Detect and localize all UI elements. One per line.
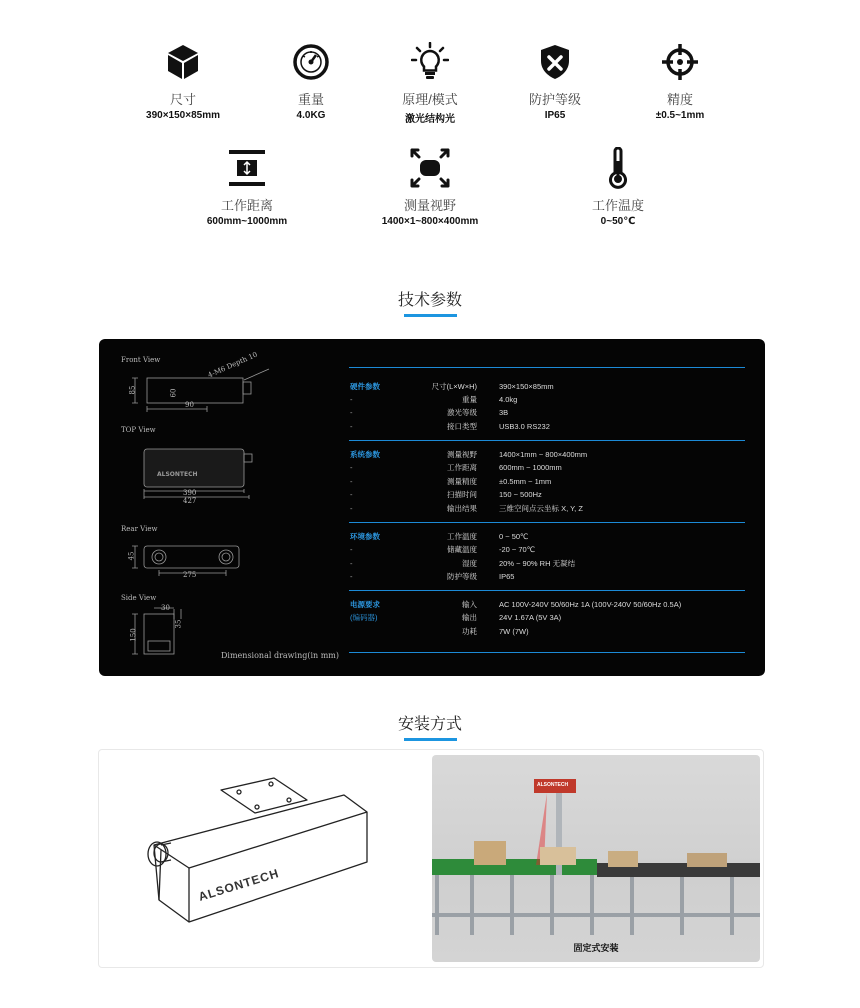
group-name: 环境参数 [350, 532, 380, 541]
row-key: 工作距离 [447, 463, 477, 472]
table-row [349, 543, 745, 556]
row-key: 输出 [462, 613, 477, 622]
distance-icon [172, 146, 322, 190]
group-name: 硬件参数 [350, 382, 380, 391]
row-key: 工作温度 [447, 532, 477, 541]
tech-spec-panel [99, 339, 765, 676]
row-value: 0 ~ 50℃ [499, 532, 529, 541]
row-dash: - [350, 559, 353, 568]
photo-caption: 固定式安装 [573, 943, 619, 953]
dim-front-90: 90 [185, 401, 194, 409]
device-sketch [99, 750, 429, 967]
row-dash: - [350, 422, 353, 431]
dim-depth-note: 4-M6 Depth 10 [206, 350, 259, 380]
row-value: 20% ~ 90% RH 无凝结 [499, 559, 576, 568]
row-value: 7W (7W) [499, 627, 529, 636]
row-dash: - [350, 545, 353, 554]
spec-value: 激光结构光 [405, 114, 455, 125]
row-dash: - [350, 504, 353, 513]
dim-side-30: 30 [161, 604, 170, 612]
spec-field-of-view [355, 146, 505, 227]
spec-label: 重量 [297, 92, 324, 107]
dim-top-427: 427 [183, 497, 197, 505]
spec-label: 尺寸 [169, 92, 196, 107]
fixed-install-photo [432, 755, 760, 962]
group-name: 系统参数 [350, 450, 380, 459]
table-rule [349, 590, 745, 591]
row-value: 390×150×85mm [499, 382, 554, 391]
spec-value: IP65 [544, 110, 566, 121]
row-key: 激光等级 [447, 408, 477, 417]
table-rule [349, 522, 745, 523]
row-value: USB3.0 RS232 [499, 422, 550, 431]
dim-rear-45: 45 [127, 551, 136, 561]
spec-value: 390×150×85mm [146, 110, 220, 121]
dim-front-85: 85 [128, 385, 137, 395]
row-key: 功耗 [462, 627, 477, 636]
table-row [349, 625, 745, 638]
spec-working-temperature [543, 146, 693, 227]
table-row [349, 557, 745, 570]
front-view-drawing [99, 339, 349, 676]
row-value: 24V 1.67A (5V 3A) [499, 613, 562, 622]
table-row [349, 488, 745, 501]
table-row [349, 502, 745, 515]
spec-label: 工作温度 [591, 198, 644, 213]
tech-section-title: 技术参数 [397, 292, 462, 309]
table-row [349, 380, 745, 393]
side-view-label: Side View [121, 594, 157, 602]
spec-label: 工作距离 [220, 198, 273, 213]
front-view-label: Front View [121, 356, 161, 364]
row-value: 1400×1mm ~ 800×400mm [499, 450, 588, 459]
row-value: ±0.5mm ~ 1mm [499, 477, 552, 486]
spec-value: ±0.5~1mm [655, 110, 705, 121]
row-dash: - [350, 395, 353, 404]
dim-side-35: 35 [174, 619, 183, 629]
row-key: 输入 [462, 600, 477, 609]
spec-table [349, 339, 745, 676]
row-value: 3B [499, 408, 509, 417]
group-sub: (编码器) [350, 613, 378, 622]
row-value: IP65 [499, 572, 515, 581]
spec-label: 原理/模式 [402, 92, 458, 107]
table-rule [349, 367, 745, 368]
table-row [349, 530, 745, 543]
table-row [349, 570, 745, 583]
table-row [349, 611, 745, 624]
table-row [349, 448, 745, 461]
top-view-brand: ALSONTECH [157, 471, 198, 478]
dim-rear-275: 275 [183, 571, 197, 579]
row-value: -20 ~ 70℃ [499, 545, 536, 554]
row-key: 输出结果 [447, 504, 477, 513]
row-value: 4.0kg [499, 395, 518, 404]
table-row [349, 420, 745, 433]
table-rule [349, 652, 745, 653]
spec-value: 600mm~1000mm [206, 216, 288, 227]
spec-value: 1400×1~800×400mm [381, 216, 479, 227]
top-view-label: TOP View [121, 426, 156, 434]
row-dash: - [350, 477, 353, 486]
row-key: 测量精度 [447, 477, 477, 486]
table-row [349, 406, 745, 419]
table-row [349, 461, 745, 474]
tech-section-underline [404, 314, 457, 317]
spec-precision [605, 40, 755, 121]
row-key: 湿度 [462, 559, 477, 568]
row-key: 扫描时间 [447, 490, 477, 499]
spec-value: 4.0KG [296, 110, 326, 121]
row-value: 三维空间点云坐标 X, Y, Z [499, 504, 583, 513]
install-section-underline [404, 738, 457, 741]
table-row [349, 393, 745, 406]
row-dash: - [350, 490, 353, 499]
row-value: 150 ~ 500Hz [499, 490, 542, 499]
row-key: 接口类型 [447, 422, 477, 431]
group-name: 电源要求 [350, 600, 380, 609]
rear-view-label: Rear View [121, 525, 158, 533]
dim-front-60: 60 [169, 388, 178, 398]
spec-working-distance [172, 146, 322, 227]
drawing-caption: Dimensional drawing(in mm) [221, 651, 340, 660]
row-key: 重量 [462, 395, 477, 404]
field-of-view-icon [355, 146, 505, 190]
dim-side-150: 150 [129, 628, 138, 642]
spec-label: 防护等级 [528, 92, 581, 107]
spec-value: 0~50℃ [600, 216, 636, 227]
row-dash: - [350, 463, 353, 472]
row-dash: - [350, 572, 353, 581]
sketch-brand: ALSONTECH [196, 866, 281, 904]
table-rule [349, 440, 745, 441]
row-value: 600mm ~ 1000mm [499, 463, 562, 472]
row-value: AC 100V-240V 50/60Hz 1A (100V-240V 50/60Hz 0.5A) [499, 600, 682, 609]
row-key: 尺寸(L×W×H) [431, 382, 477, 391]
dim-top-390: 390 [183, 489, 197, 497]
row-dash: - [350, 408, 353, 417]
table-row [349, 598, 745, 611]
install-section-title: 安装方式 [397, 716, 462, 733]
thermometer-icon [543, 146, 693, 190]
crosshair-icon [605, 40, 755, 84]
spec-label: 精度 [666, 92, 693, 107]
table-row [349, 475, 745, 488]
row-key: 储藏温度 [447, 545, 477, 554]
dimensional-drawings [99, 339, 349, 676]
row-key: 防护等级 [447, 572, 477, 581]
spec-label: 测量视野 [403, 198, 456, 213]
photo-sensor-brand: ALSONTECH [537, 782, 569, 788]
conveyor-scene [432, 755, 760, 962]
row-key: 测量视野 [447, 450, 477, 459]
